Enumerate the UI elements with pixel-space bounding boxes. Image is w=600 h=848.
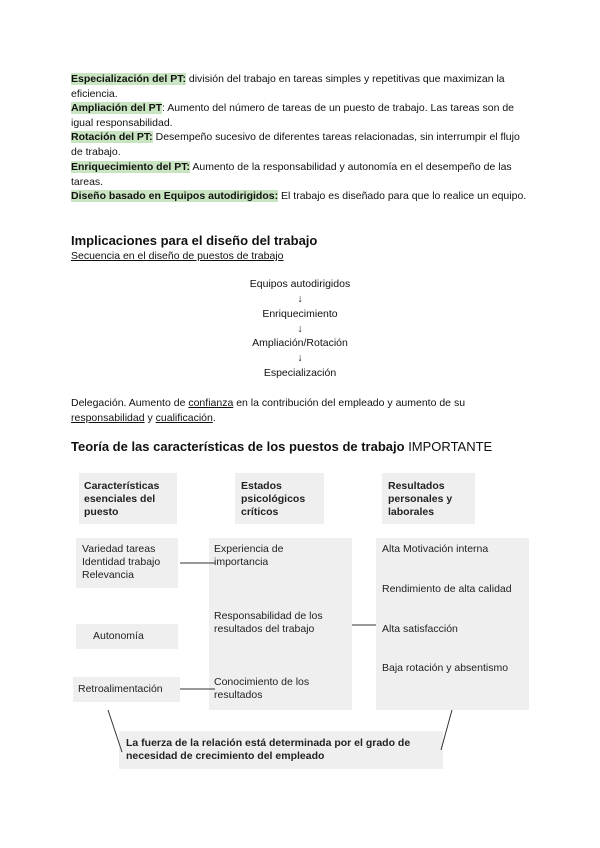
delegation-text: en la contribución del empleado y aumento de su: [233, 397, 466, 409]
sequence-step-1: Equipos autodirigidos: [249, 278, 351, 290]
definition-text: El trabajo es diseñado para que lo realice un equipo.: [278, 190, 527, 202]
definition-text: Desempeño sucesivo de diferentes tareas relacionadas, sin interrumpir el flujo de trabajo.: [71, 131, 520, 158]
sequence-step-2: Enriquecimiento: [262, 308, 338, 320]
header-states: Estados psicológicos críticos: [241, 480, 306, 518]
sequence-step-4: Especialización: [263, 367, 337, 379]
term: Rotación del PT:: [71, 131, 153, 143]
result-motivacion: Alta Motivación interna: [382, 543, 489, 555]
important-tag: IMPORTANTE: [404, 439, 493, 454]
connector-line: [108, 710, 122, 752]
characteristic-relevancia: Relevancia: [82, 569, 134, 581]
result-satisfaccion: Alta satisfacción: [382, 623, 458, 635]
delegation-text: Delegación. Aumento de: [71, 397, 189, 409]
connector-line: [441, 710, 452, 750]
characteristic-retroalimentacion: Retroalimentación: [78, 683, 163, 695]
characteristic-variedad: Variedad tareas: [82, 543, 156, 555]
result-rendimiento: Rendimiento de alta calidad: [382, 583, 512, 595]
definition-text: división del trabajo en tareas simples y repetitivas que maximizan la eficiencia.: [71, 73, 505, 100]
delegation-text: .: [212, 411, 216, 424]
result-rotacion: Baja rotación y absentismo: [382, 662, 509, 674]
header-characteristics: Características esenciales del puesto: [84, 480, 160, 518]
implications-heading: Implicaciones para el diseño del trabajo: [71, 233, 318, 248]
definition-text: Aumento de la responsabilidad y autonomía en el desempeño de las tareas.: [71, 161, 512, 188]
header-results: Resultados personales y laborales: [388, 480, 453, 518]
theory-title: Teoría de las características de los puestos de trabajo: [71, 439, 405, 454]
delegation-text: y: [144, 411, 156, 424]
state-conocimiento: Conocimiento de los resultados: [214, 676, 310, 701]
growth-need-note: La fuerza de la relación está determinada por el grado de necesidad de crecimiento del empleado: [126, 737, 411, 762]
term: Ampliación del PT: [71, 102, 163, 114]
keyword-cualificacion: cualificación: [155, 411, 213, 424]
keyword-responsabilidad: responsabilidad: [71, 411, 145, 424]
term: Enriquecimiento del PT:: [71, 161, 191, 173]
term: Especialización del PT:: [71, 73, 186, 85]
sequence-subheading: Secuencia en el diseño de puestos de trabajo: [71, 250, 284, 262]
term: Diseño basado en Equipos autodirigidos:: [71, 190, 279, 202]
sequence-step-3: Ampliación/Rotación: [252, 337, 348, 349]
sequence-arrow-icon: ↓: [297, 293, 303, 305]
state-responsabilidad: Responsabilidad de los resultados del trabajo: [214, 610, 323, 635]
keyword-confianza: confianza: [188, 397, 234, 409]
definition-text: : Aumento del número de tareas de un puesto de trabajo. Las tareas son de igual responsabilidad.: [71, 102, 515, 129]
sequence-arrow-icon: ↓: [297, 323, 303, 335]
characteristic-autonomia: Autonomía: [93, 630, 144, 642]
state-experiencia: Experiencia de importancia: [214, 543, 284, 568]
sequence-arrow-icon: ↓: [297, 352, 303, 364]
characteristic-identidad: Identidad trabajo: [82, 556, 161, 568]
